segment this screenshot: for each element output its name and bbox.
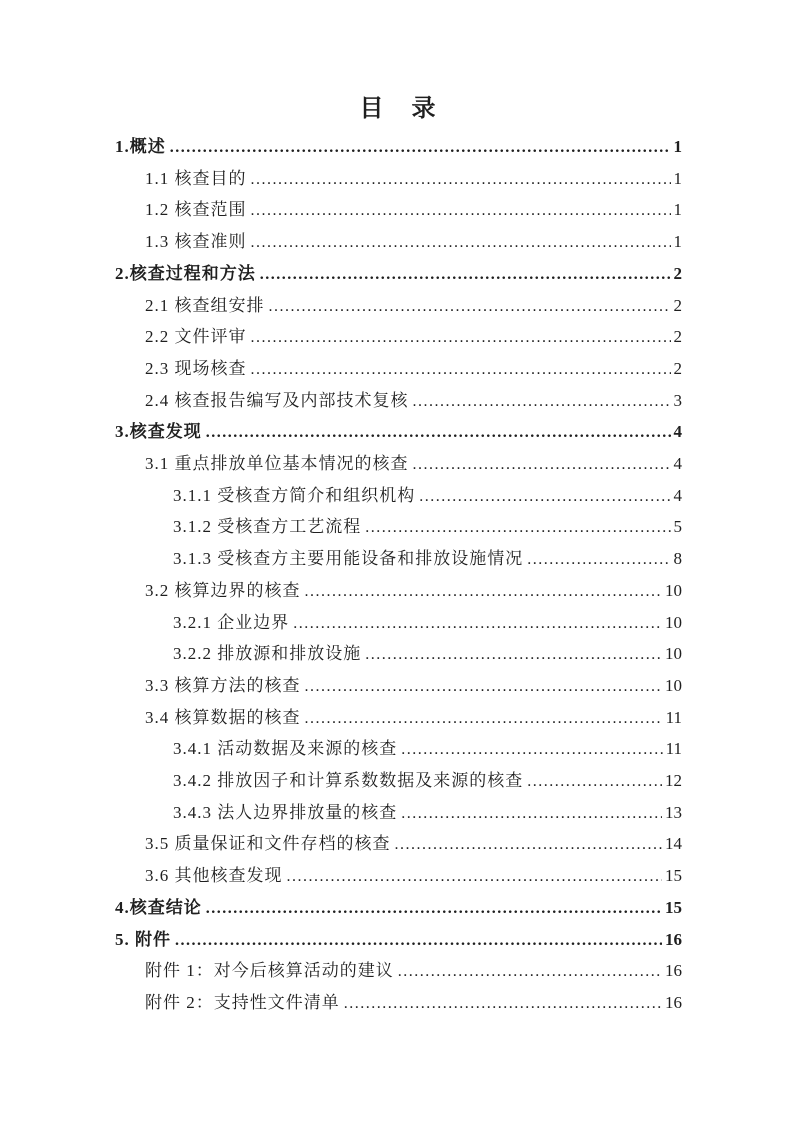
toc-entry-label: 2.4 核查报告编写及内部技术复核 xyxy=(145,390,409,410)
toc-entry[interactable] xyxy=(115,481,682,513)
toc-entry-label: 4.核查结论 xyxy=(115,897,202,917)
toc-dot-leader xyxy=(206,893,662,925)
toc-entry[interactable] xyxy=(115,164,682,196)
toc-dot-leader xyxy=(344,988,662,1020)
toc-entry[interactable] xyxy=(115,132,682,164)
page-title: 目 录 xyxy=(359,96,438,122)
toc-entry-label: 5. 附件 xyxy=(115,929,171,949)
toc-entry-page: 16 xyxy=(665,992,682,1012)
toc-entry-label: 附件 2：支持性文件清单 xyxy=(145,992,340,1012)
toc-entry-page: 11 xyxy=(665,739,682,759)
toc-dot-leader xyxy=(287,861,663,893)
toc-entry-page: 2 xyxy=(673,295,682,315)
toc-dot-leader xyxy=(170,132,671,164)
toc-entry-page: 13 xyxy=(665,802,682,822)
toc-entry-label: 3.1.2 受核查方工艺流程 xyxy=(173,517,362,537)
toc-entry-page: 10 xyxy=(665,580,682,600)
toc-entry[interactable] xyxy=(115,544,682,576)
toc-entry-label: 3.4.3 法人边界排放量的核查 xyxy=(173,802,398,822)
toc-entry-page: 16 xyxy=(665,929,682,949)
toc-entry[interactable] xyxy=(115,322,682,354)
toc-entry[interactable] xyxy=(115,227,682,259)
toc-entry[interactable] xyxy=(115,703,682,735)
toc-dot-leader xyxy=(413,449,671,481)
toc-dot-leader xyxy=(365,639,662,671)
toc-entry[interactable] xyxy=(115,576,682,608)
toc-entry[interactable] xyxy=(115,671,682,703)
toc-dot-leader xyxy=(398,956,662,988)
toc-entry[interactable] xyxy=(115,386,682,418)
toc-entry-page: 16 xyxy=(665,961,682,981)
toc-entry-label: 2.核查过程和方法 xyxy=(115,263,256,283)
toc-entry-label: 2.2 文件评审 xyxy=(145,327,247,347)
toc-entry-label: 3.6 其他核查发现 xyxy=(145,866,283,886)
toc-dot-leader xyxy=(175,925,662,957)
toc-entry-page: 10 xyxy=(665,644,682,664)
toc-entry-page: 5 xyxy=(673,517,682,537)
toc-entry-page: 2 xyxy=(673,358,682,378)
toc-entry[interactable] xyxy=(115,639,682,671)
toc-entry-page: 2 xyxy=(673,263,682,283)
toc-entry-label: 1.2 核查范围 xyxy=(145,200,247,220)
toc-list xyxy=(115,132,682,1020)
toc-entry-label: 2.1 核查组安排 xyxy=(145,295,265,315)
toc-dot-leader xyxy=(251,354,671,386)
toc-entry[interactable] xyxy=(115,766,682,798)
toc-entry-page: 1 xyxy=(673,137,682,156)
toc-entry[interactable] xyxy=(115,956,682,988)
toc-dot-leader xyxy=(365,512,670,544)
toc-entry-page: 15 xyxy=(665,866,682,886)
toc-dot-leader xyxy=(413,386,671,418)
toc-entry-page: 8 xyxy=(673,549,682,569)
toc-entry-label: 1.3 核查准则 xyxy=(145,232,247,252)
toc-entry[interactable] xyxy=(115,829,682,861)
toc-entry-page: 2 xyxy=(673,327,682,347)
toc-entry-label: 3.4 核算数据的核查 xyxy=(145,707,301,727)
toc-dot-leader xyxy=(527,766,662,798)
toc-entry-page: 4 xyxy=(673,422,682,442)
toc-entry-label: 3.2.2 排放源和排放设施 xyxy=(173,644,362,664)
toc-entry[interactable] xyxy=(115,195,682,227)
toc-entry-label: 3.5 质量保证和文件存档的核查 xyxy=(145,834,391,854)
toc-dot-leader xyxy=(251,164,671,196)
toc-entry[interactable] xyxy=(115,925,682,957)
toc-entry-label: 3.1 重点排放单位基本情况的核查 xyxy=(145,454,409,474)
toc-entry[interactable] xyxy=(115,449,682,481)
toc-entry-label: 2.3 现场核查 xyxy=(145,358,247,378)
toc-dot-leader xyxy=(251,322,671,354)
toc-entry[interactable] xyxy=(115,608,682,640)
toc-entry-page: 11 xyxy=(665,707,682,727)
toc-entry-label: 3.4.2 排放因子和计算系数数据及来源的核查 xyxy=(173,771,524,791)
toc-dot-leader xyxy=(269,291,671,323)
toc-entry[interactable] xyxy=(115,734,682,766)
toc-entry-label: 3.4.1 活动数据及来源的核查 xyxy=(173,739,398,759)
toc-entry-page: 1 xyxy=(673,168,682,188)
toc-dot-leader xyxy=(260,259,671,291)
toc-entry-page: 1 xyxy=(673,232,682,252)
toc-entry[interactable] xyxy=(115,798,682,830)
toc-dot-leader xyxy=(419,481,670,513)
toc-entry[interactable] xyxy=(115,988,682,1020)
toc-entry-label: 3.2 核算边界的核查 xyxy=(145,580,301,600)
toc-entry-label: 3.1.3 受核查方主要用能设备和排放设施情况 xyxy=(173,549,524,569)
toc-dot-leader xyxy=(293,608,662,640)
toc-entry-page: 4 xyxy=(673,454,682,474)
toc-entry-page: 4 xyxy=(673,485,682,505)
toc-entry[interactable] xyxy=(115,893,682,925)
toc-entry[interactable] xyxy=(115,512,682,544)
toc-entry[interactable] xyxy=(115,417,682,449)
toc-entry[interactable] xyxy=(115,291,682,323)
toc-dot-leader xyxy=(305,703,663,735)
toc-dot-leader xyxy=(401,734,662,766)
toc-entry-label: 3.1.1 受核查方简介和组织机构 xyxy=(173,485,416,505)
toc-dot-leader xyxy=(401,798,662,830)
toc-entry-label: 1.概述 xyxy=(115,137,166,156)
toc-entry[interactable] xyxy=(115,354,682,386)
toc-entry-label: 1.1 核查目的 xyxy=(145,168,247,188)
toc-entry-label: 3.2.1 企业边界 xyxy=(173,612,290,632)
toc-entry-page: 1 xyxy=(673,200,682,220)
toc-entry-page: 12 xyxy=(665,771,682,791)
toc-dot-leader xyxy=(305,671,663,703)
toc-entry-label: 3.3 核算方法的核查 xyxy=(145,675,301,695)
toc-entry-label: 3.核查发现 xyxy=(115,422,202,442)
toc-dot-leader xyxy=(251,227,671,259)
toc-dot-leader xyxy=(395,829,663,861)
toc-dot-leader xyxy=(527,544,670,576)
toc-dot-leader xyxy=(206,417,671,449)
toc-entry-page: 14 xyxy=(665,834,682,854)
toc-entry-page: 15 xyxy=(665,897,682,917)
toc-entry[interactable] xyxy=(115,861,682,893)
toc-dot-leader xyxy=(251,195,671,227)
toc-entry-page: 10 xyxy=(665,612,682,632)
toc-dot-leader xyxy=(305,576,663,608)
toc-entry[interactable] xyxy=(115,259,682,291)
toc-entry-label: 附件 1：对今后核算活动的建议 xyxy=(145,961,394,981)
toc-entry-page: 3 xyxy=(673,390,682,410)
toc-entry-page: 10 xyxy=(665,675,682,695)
